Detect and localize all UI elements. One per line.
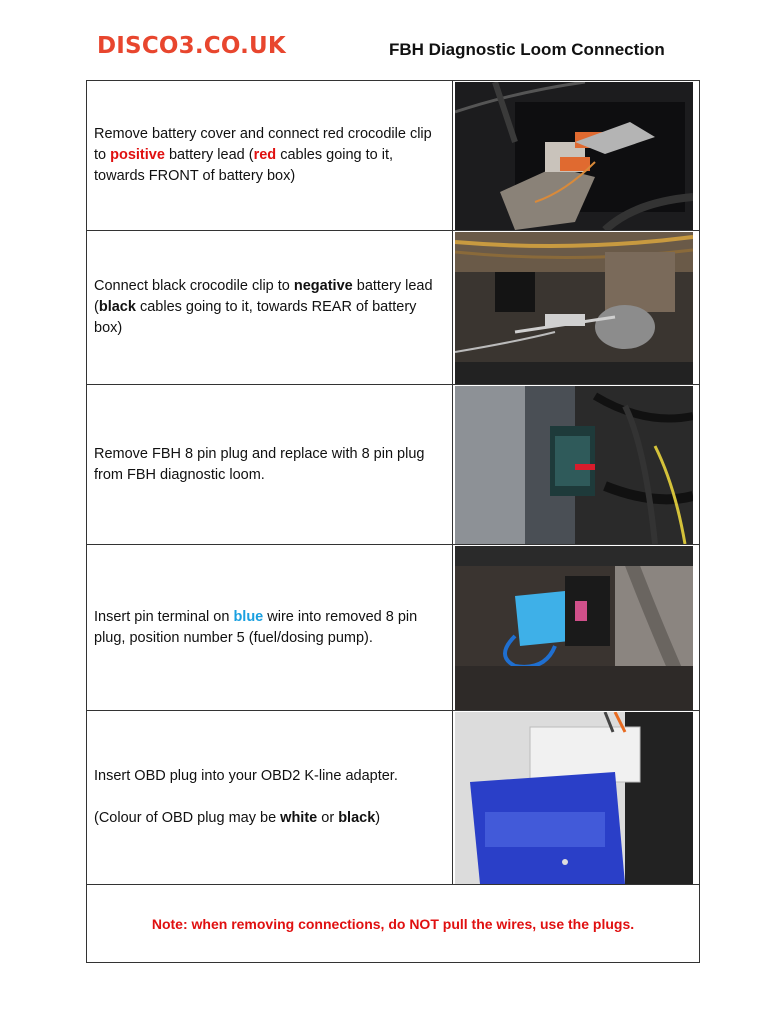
obd-plug-photo xyxy=(455,712,693,884)
step-4-text-b: wire into removed 8 pin plug, position number 5 (fuel/dosing pump). xyxy=(94,608,418,646)
step-3-photo-cell xyxy=(453,385,700,545)
step-2-text-b: battery lead ( xyxy=(94,278,433,315)
step-5-text-c: ) xyxy=(375,810,381,826)
step-5-keyword-white: white xyxy=(280,810,318,826)
step-1-keyword-red: red xyxy=(253,147,277,163)
battery-negative-photo xyxy=(455,232,693,384)
step-2-keyword-black: black xyxy=(98,299,136,315)
instructions-table xyxy=(86,80,700,963)
step-4-photo-cell xyxy=(453,545,700,711)
step-row-2 xyxy=(87,231,700,385)
step-5-paragraph-1: Insert OBD plug into your OBD2 K-line adapter. xyxy=(94,768,398,784)
step-row-5 xyxy=(87,711,700,885)
battery-positive-photo xyxy=(455,82,693,230)
blue-wire-photo xyxy=(455,546,693,710)
step-1-text-a: Remove battery cover and connect red crocodile clip to xyxy=(94,126,432,163)
step-2-text-a: Connect black crocodile clip to xyxy=(94,278,294,294)
warning-note: Note: when removing connections, do NOT pull the wires, use the plugs. xyxy=(87,885,700,963)
step-5-text xyxy=(87,711,453,885)
document-title: FBH Diagnostic Loom Connection xyxy=(389,40,665,59)
step-2-text-c: cables going to it, towards REAR of battery box) xyxy=(94,299,417,336)
step-4-keyword-blue: blue xyxy=(233,608,264,625)
step-2-photo-cell xyxy=(453,231,700,385)
step-1-text-b: battery lead ( xyxy=(164,147,254,163)
site-logo: DISCO3.CO.UK xyxy=(97,33,286,59)
step-5-text-b: or xyxy=(317,810,339,826)
step-2-keyword-negative: negative xyxy=(293,278,353,294)
step-5-keyword-black: black xyxy=(338,810,376,826)
step-row-1 xyxy=(87,81,700,231)
step-4-text-a: Insert pin terminal on xyxy=(94,608,234,625)
step-4-text xyxy=(87,545,453,711)
step-row-3 xyxy=(87,385,700,545)
step-1-keyword-positive: positive xyxy=(110,147,165,163)
step-1-photo-cell xyxy=(453,81,700,231)
step-3-text xyxy=(87,385,453,545)
step-2-text xyxy=(87,231,453,385)
step-5-text-a: (Colour of OBD plug may be xyxy=(94,810,281,826)
step-1-text xyxy=(87,81,453,231)
step-row-4 xyxy=(87,545,700,711)
fbh-plug-photo xyxy=(455,386,693,544)
note-row xyxy=(87,885,700,963)
page-header xyxy=(0,0,768,80)
step-5-photo-cell xyxy=(453,711,700,885)
step-1-text-c: cables going to it, towards FRONT of battery box) xyxy=(94,147,394,184)
step-5-paragraph-2 xyxy=(94,808,442,829)
step-3-text-a: Remove FBH 8 pin plug and replace with 8 pin plug from FBH diagnostic loom. xyxy=(94,445,425,483)
